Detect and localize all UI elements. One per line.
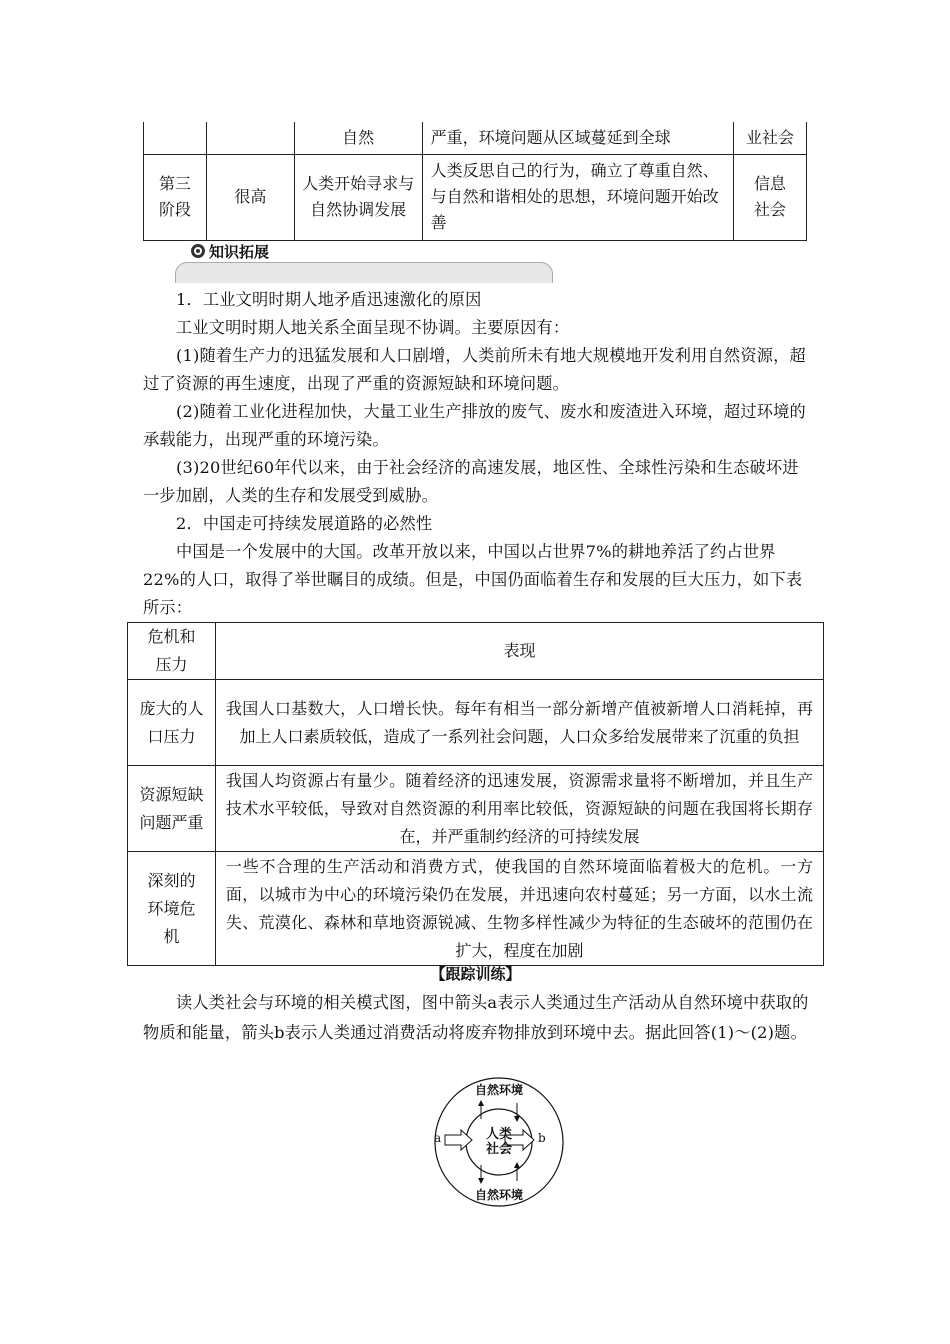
table-header-cell: 表现 [215,623,823,680]
arrow-a [445,1130,472,1150]
table-row [128,766,824,852]
table-row [128,852,824,966]
table-cell: 人类反思自己的行为，确立了尊重自然、与自然和谐相处的思想，环境问题开始改善 [422,154,733,240]
table-cell: 信息社会 [734,154,807,240]
stage-table [143,122,807,241]
inner-label-line2: 社会 [485,1142,512,1157]
table-cell: 人类开始寻求与自然协调发展 [294,154,422,240]
table-cell: 严重，环境问题从区域蔓延到全球 [422,122,733,154]
table-header-cell: 危机和压力 [128,623,216,680]
label-b: b [538,1131,546,1145]
paragraph-5: 读人类社会与环境的相关模式图，图中箭头a表示人类通过生产活动从自然环境中获取的物质和能量，箭头b表示人类通过消费活动将废弃物排放到环境中去。据此回答(1)～(2)题。 [143,993,809,1042]
paragraph-intro: 工业文明时期人地关系全面呈现不协调。主要原因有： [176,318,570,337]
outer-top-label: 自然环境 [474,1083,523,1097]
table-cell: 第三阶段 [144,154,207,240]
table-cell: 资源短缺问题严重 [128,766,216,852]
table-cell [206,122,294,154]
practice-heading: 【跟踪训练】 [430,965,521,983]
paragraph-4: 中国是一个发展中的大国。改革开放以来，中国以占世界7%的耕地养活了约占世界22%的人口，取得了举世瞩目的成绩。但是，中国仍面临着生存和发展的巨大压力，如下表所示： [143,542,803,617]
paragraph-1: (1)随着生产力的迅猛发展和人口剧增，人类前所未有地大规模地开发利用自然资源，超过了资源的再生速度，出现了严重的资源短缺和环境问题。 [143,346,806,393]
paragraph-2: (2)随着工业化进程加快，大量工业生产排放的废气、废水和废渣进入环境，超过环境的承载能力，出现严重的环境污染。 [143,402,806,449]
table-cell: 一些不合理的生产活动和消费方式，使我国的自然环境面临着极大的危机。一方面，以城市为中心的环境污染仍在发展，并迅速向农村蔓延；另一方面，以水土流失、荒漠化、森林和草地资源锐减、生物多样性减少为特征的生态破坏的范围仍在扩大，程度在加剧 [215,852,823,966]
section-heading-label: 知识拓展 [209,242,270,261]
inner-label-line1: 人类 [485,1127,512,1142]
table-cell: 我国人均资源占有量少。随着经济的迅速发展，资源需求量将不断增加，并且生产技术水平较低，导致对自然资源的利用率比较低，资源短缺的问题在我国将长期存在，并严重制约经济的可持续发展 [215,766,823,852]
paragraph-3: (3)20世纪60年代以来，由于社会经济的高速发展，地区性、全球性污染和生态破坏进一步加剧，人类的生存和发展受到威胁。 [143,458,799,505]
pressure-table [127,622,824,966]
table-cell: 庞大的人口压力 [128,680,216,766]
human-environment-diagram [425,1075,565,1217]
table-cell: 很高 [206,154,294,240]
target-icon [190,243,206,259]
section-banner [175,262,553,283]
table-cell: 业社会 [734,122,807,154]
table-cell: 自然 [294,122,422,154]
table-cell [144,122,207,154]
heading-1: 1．工业文明时期人地矛盾迅速激化的原因 [176,290,482,309]
table-row [144,154,807,240]
table-row [128,680,824,766]
table-row [144,122,807,154]
label-a: a [434,1131,442,1145]
outer-bottom-label: 自然环境 [474,1188,523,1202]
section-heading [190,240,269,262]
heading-2: 2．中国走可持续发展道路的必然性 [176,514,433,533]
table-cell: 深刻的环境危机 [128,852,216,966]
table-header-row [128,623,824,680]
table-cell: 我国人口基数大，人口增长快。每年有相当一部分新增产值被新增人口消耗掉，再加上人口素质较低，造成了一系列社会问题，人口众多给发展带来了沉重的负担 [215,680,823,766]
